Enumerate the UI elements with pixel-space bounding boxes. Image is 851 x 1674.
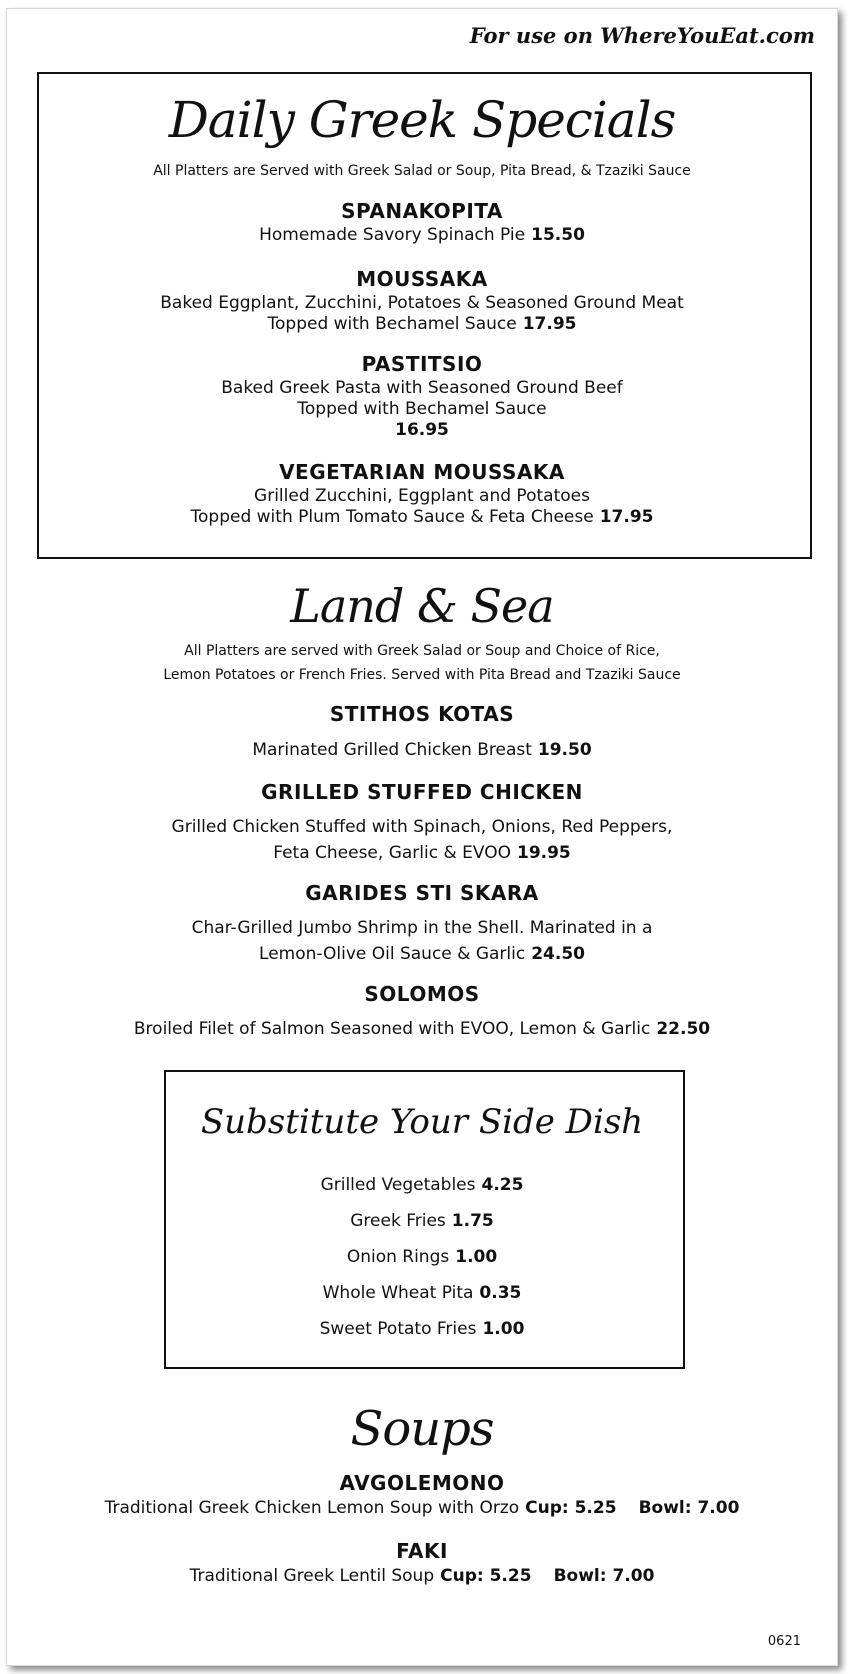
item-desc: Topped with Plum Tomato Sauce & Feta Cheese 17.95 — [190, 507, 654, 527]
soups-title: Soups — [350, 1401, 494, 1457]
item-name: GRILLED STUFFED CHICKEN — [261, 780, 583, 804]
item-name: PASTITSIO — [361, 352, 483, 376]
item-name: GARIDES STI SKARA — [305, 881, 539, 905]
list-item: Whole Wheat Pita 0.35 — [322, 1283, 522, 1303]
land-sea-title: Land & Sea — [290, 579, 554, 633]
item-desc: Grilled Zucchini, Eggplant and Potatoes — [254, 486, 590, 506]
item-desc: Traditional Greek Lentil Soup Cup: 5.25 Bowl: 7.00 — [189, 1566, 655, 1586]
item-name: MOUSSAKA — [356, 267, 488, 291]
item-price: 1.00 — [455, 1247, 498, 1267]
greek-specials-title: Daily Greek Specials — [168, 91, 676, 149]
list-item: Greek Fries 1.75 — [350, 1211, 494, 1231]
item-price: 1.75 — [451, 1211, 494, 1231]
land-sea-note: All Platters are served with Greek Salad or Soup and Choice of Rice, — [184, 643, 660, 659]
item-desc: Homemade Savory Spinach Pie 15.50 — [259, 225, 585, 245]
list-item: Onion Rings 1.00 — [346, 1247, 498, 1267]
cup-price: Cup: 5.25 — [440, 1566, 532, 1586]
bowl-price: Bowl: 7.00 — [553, 1566, 655, 1586]
item-price: 17.95 — [599, 507, 654, 527]
side-dish-title: Substitute Your Side Dish — [200, 1102, 644, 1142]
item-desc: Lemon-Olive Oil Sauce & Garlic 24.50 — [259, 944, 585, 964]
item-name: STITHOS KOTAS — [329, 702, 515, 726]
list-item: Sweet Potato Fries 1.00 — [319, 1319, 525, 1339]
item-price: 15.50 — [531, 225, 585, 245]
item-desc: Topped with Bechamel Sauce — [297, 399, 547, 419]
greek-specials-note: All Platters are Served with Greek Salad or Soup, Pita Bread, & Tzaziki Sauce — [153, 163, 691, 179]
item-desc: Traditional Greek Chicken Lemon Soup with Orzo Cup: 5.25 Bowl: 7.00 — [104, 1498, 740, 1518]
item-name: AVGOLEMONO — [339, 1471, 505, 1495]
item-desc: Broiled Filet of Salmon Seasoned with EVOO, Lemon & Garlic 22.50 — [133, 1019, 711, 1039]
menu-page — [6, 8, 838, 1666]
item-price: 16.95 — [395, 420, 449, 440]
item-desc: Baked Eggplant, Zucchini, Potatoes & Seasoned Ground Meat — [160, 293, 684, 313]
item-desc: Grilled Chicken Stuffed with Spinach, Onions, Red Peppers, — [171, 817, 673, 837]
bowl-price: Bowl: 7.00 — [638, 1498, 740, 1518]
item-desc: Feta Cheese, Garlic & EVOO 19.95 — [273, 843, 571, 863]
item-price: 19.95 — [516, 843, 571, 863]
item-price: 4.25 — [481, 1175, 524, 1195]
item-desc: Baked Greek Pasta with Seasoned Ground Beef — [221, 378, 623, 398]
item-desc: Topped with Bechamel Sauce 17.95 — [267, 314, 577, 334]
item-name: SOLOMOS — [364, 982, 480, 1006]
item-price: 22.50 — [656, 1019, 711, 1039]
cup-price: Cup: 5.25 — [525, 1498, 617, 1518]
menu-code: 0621 — [767, 1634, 801, 1649]
item-price: 1.00 — [482, 1319, 525, 1339]
item-desc: Char-Grilled Jumbo Shrimp in the Shell. Marinated in a — [191, 918, 653, 938]
land-sea-note: Lemon Potatoes or French Fries. Served with Pita Bread and Tzaziki Sauce — [163, 667, 681, 683]
item-price: 17.95 — [522, 314, 577, 334]
list-item: Grilled Vegetables 4.25 — [320, 1175, 524, 1195]
item-desc: Marinated Grilled Chicken Breast 19.50 — [252, 740, 592, 760]
item-name: FAKI — [396, 1539, 448, 1563]
site-credit: For use on WhereYouEat.com — [469, 23, 815, 48]
item-price: 0.35 — [479, 1283, 522, 1303]
item-price: 24.50 — [531, 944, 585, 964]
item-name: VEGETARIAN MOUSSAKA — [279, 460, 565, 484]
item-name: SPANAKOPITA — [341, 199, 503, 223]
item-price: 19.50 — [537, 740, 592, 760]
